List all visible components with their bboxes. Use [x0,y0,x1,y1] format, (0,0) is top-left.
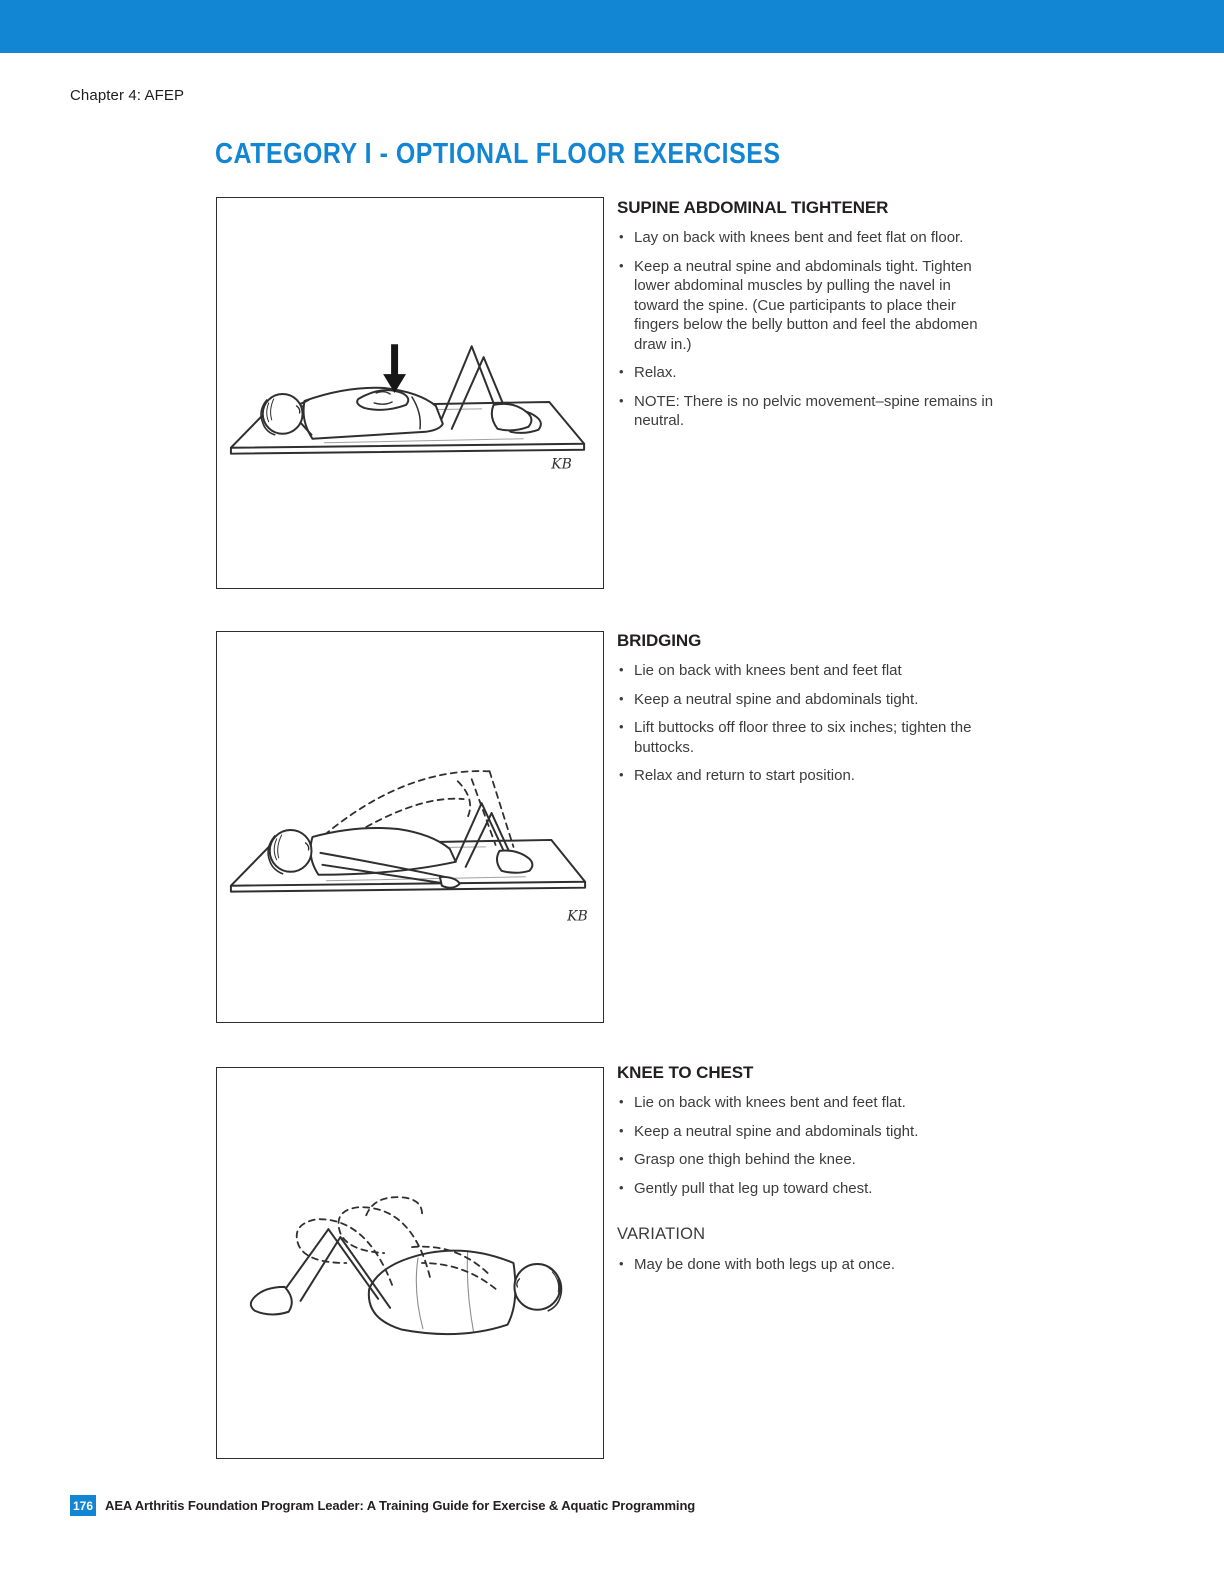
exercise-heading: KNEE TO CHEST [617,1063,754,1082]
bullet-item: • Keep a neutral spine and abdominals tight. [617,690,997,710]
bullet-item: • Lift buttocks off floor three to six inches; tighten the buttocks. [617,718,997,757]
bullet-list [617,661,997,786]
variation-subheading: VARIATION [617,1225,706,1243]
chapter-label: Chapter 4: AFEP [70,87,185,104]
bullet-item: • Grasp one thigh behind the knee. [617,1150,997,1170]
footer-title: AEA Arthritis Foundation Program Leader: A Training Guide for Exercise & Aquatic Programming [105,1498,696,1513]
page-title: CATEGORY I - OPTIONAL FLOOR EXERCISES [215,138,781,170]
down-arrow-icon [383,344,406,393]
bullet-list [617,228,997,431]
page-number-badge: 176 [70,1495,96,1516]
bullet-item: • NOTE: There is no pelvic movement–spine remains in neutral. [617,392,997,431]
exercise-section-supine-abdominal-tightener [617,197,997,440]
illustrator-signature: KB [567,908,588,925]
illustration-bridging [216,631,604,1023]
illustration-supine-abdominal-tightener [216,197,604,589]
exercise-heading: SUPINE ABDOMINAL TIGHTENER [617,198,889,217]
bullet-list [617,1093,997,1198]
bullet-item: • Lie on back with knees bent and feet flat. [617,1093,997,1113]
figure-bridging [217,632,603,1022]
variation-bullet-list [617,1255,997,1275]
bullet-item: • Keep a neutral spine and abdominals tight. Tighten lower abdominal muscles by pulling the navel in toward the spine. (Cue participants to place their fingers below the belly button and feel the abdomen draw in.) [617,257,997,355]
exercise-section-knee-to-chest [617,1062,997,1284]
exercise-heading: BRIDGING [617,631,702,650]
bullet-item: • Lay on back with knees bent and feet flat on floor. [617,228,997,248]
bullet-item: • Gently pull that leg up toward chest. [617,1179,997,1199]
bullet-item: • Keep a neutral spine and abdominals tight. [617,1122,997,1142]
header-bar [0,0,1224,53]
illustration-knee-to-chest [216,1067,604,1459]
page-footer [70,1495,695,1516]
bullet-item: • May be done with both legs up at once. [617,1255,997,1275]
figure-supine-abdominal-tightener [217,198,603,588]
bullet-item: • Relax. [617,363,997,383]
figure-knee-to-chest [217,1068,603,1458]
exercise-section-bridging [617,630,997,795]
illustrator-signature: KB [551,456,572,473]
bullet-item: • Lie on back with knees bent and feet flat [617,661,997,681]
bullet-item: • Relax and return to start position. [617,766,997,786]
